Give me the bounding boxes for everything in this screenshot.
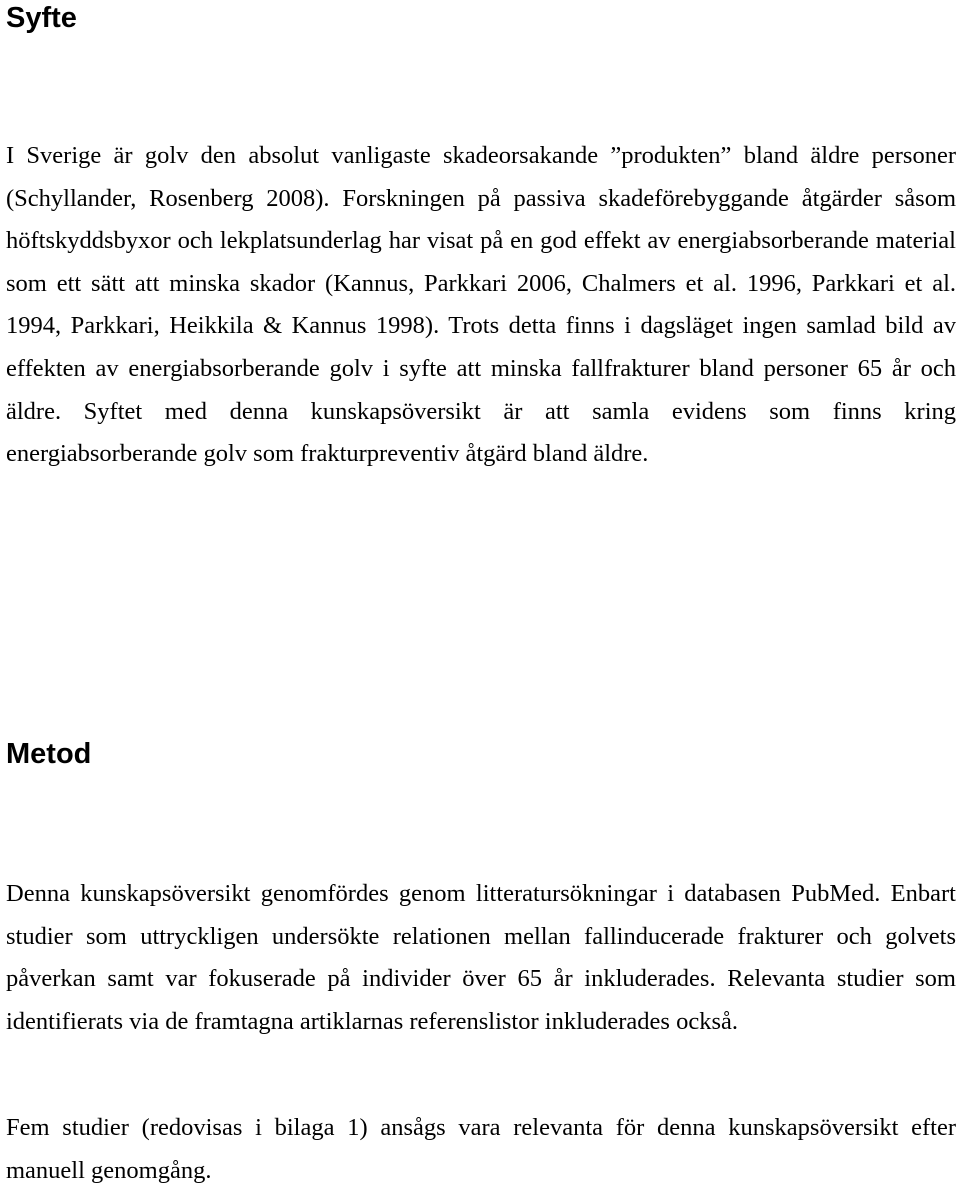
paragraph-metod-2: Fem studier (redovisas i bilaga 1) ansågs vara relevanta för denna kunskapsöversikt efter manuell genomgång. [6, 1114, 956, 1184]
paragraph-metod-1: Denna kunskapsöversikt genomfördes genom litteratursökningar i databasen PubMed. Enbart studier som uttryckligen undersökte relationen mellan fallinducerade frakturer och golvets påverkan samt var fokuserade på individer över 65 år inkluderades. Relevanta studier som identifierats via de framtagna artiklarnas referenslistor inkluderades också. [6, 880, 956, 1035]
paragraph-syfte: I Sverige är golv den absolut vanligaste skadeorsakande ”produkten” bland äldre personer (Schyllander, Rosenberg 2008). Forskningen på passiva skadeförebyggande åtgärder såsom höftskyddsbyxor och lekplatsunderlag har visat på en god effekt av energiabsorberande material som ett sätt att minska skador (Kannus, Parkkari 2006, Chalmers et al. 1996, Parkkari et al. 1994, Parkkari, Heikkila & Kannus 1998). Trots detta finns i dagsläget ingen samlad bild av effekten av energiabsorberande golv i syfte att minska fallfrakturer bland personer 65 år och äldre. Syftet med denna kunskapsöversikt är att samla evidens som finns kring energiabsorberande golv som frakturpreventiv åtgärd bland äldre. [6, 142, 956, 468]
section-heading-syfte: Syfte [6, 2, 77, 34]
section-heading-metod: Metod [6, 738, 92, 770]
